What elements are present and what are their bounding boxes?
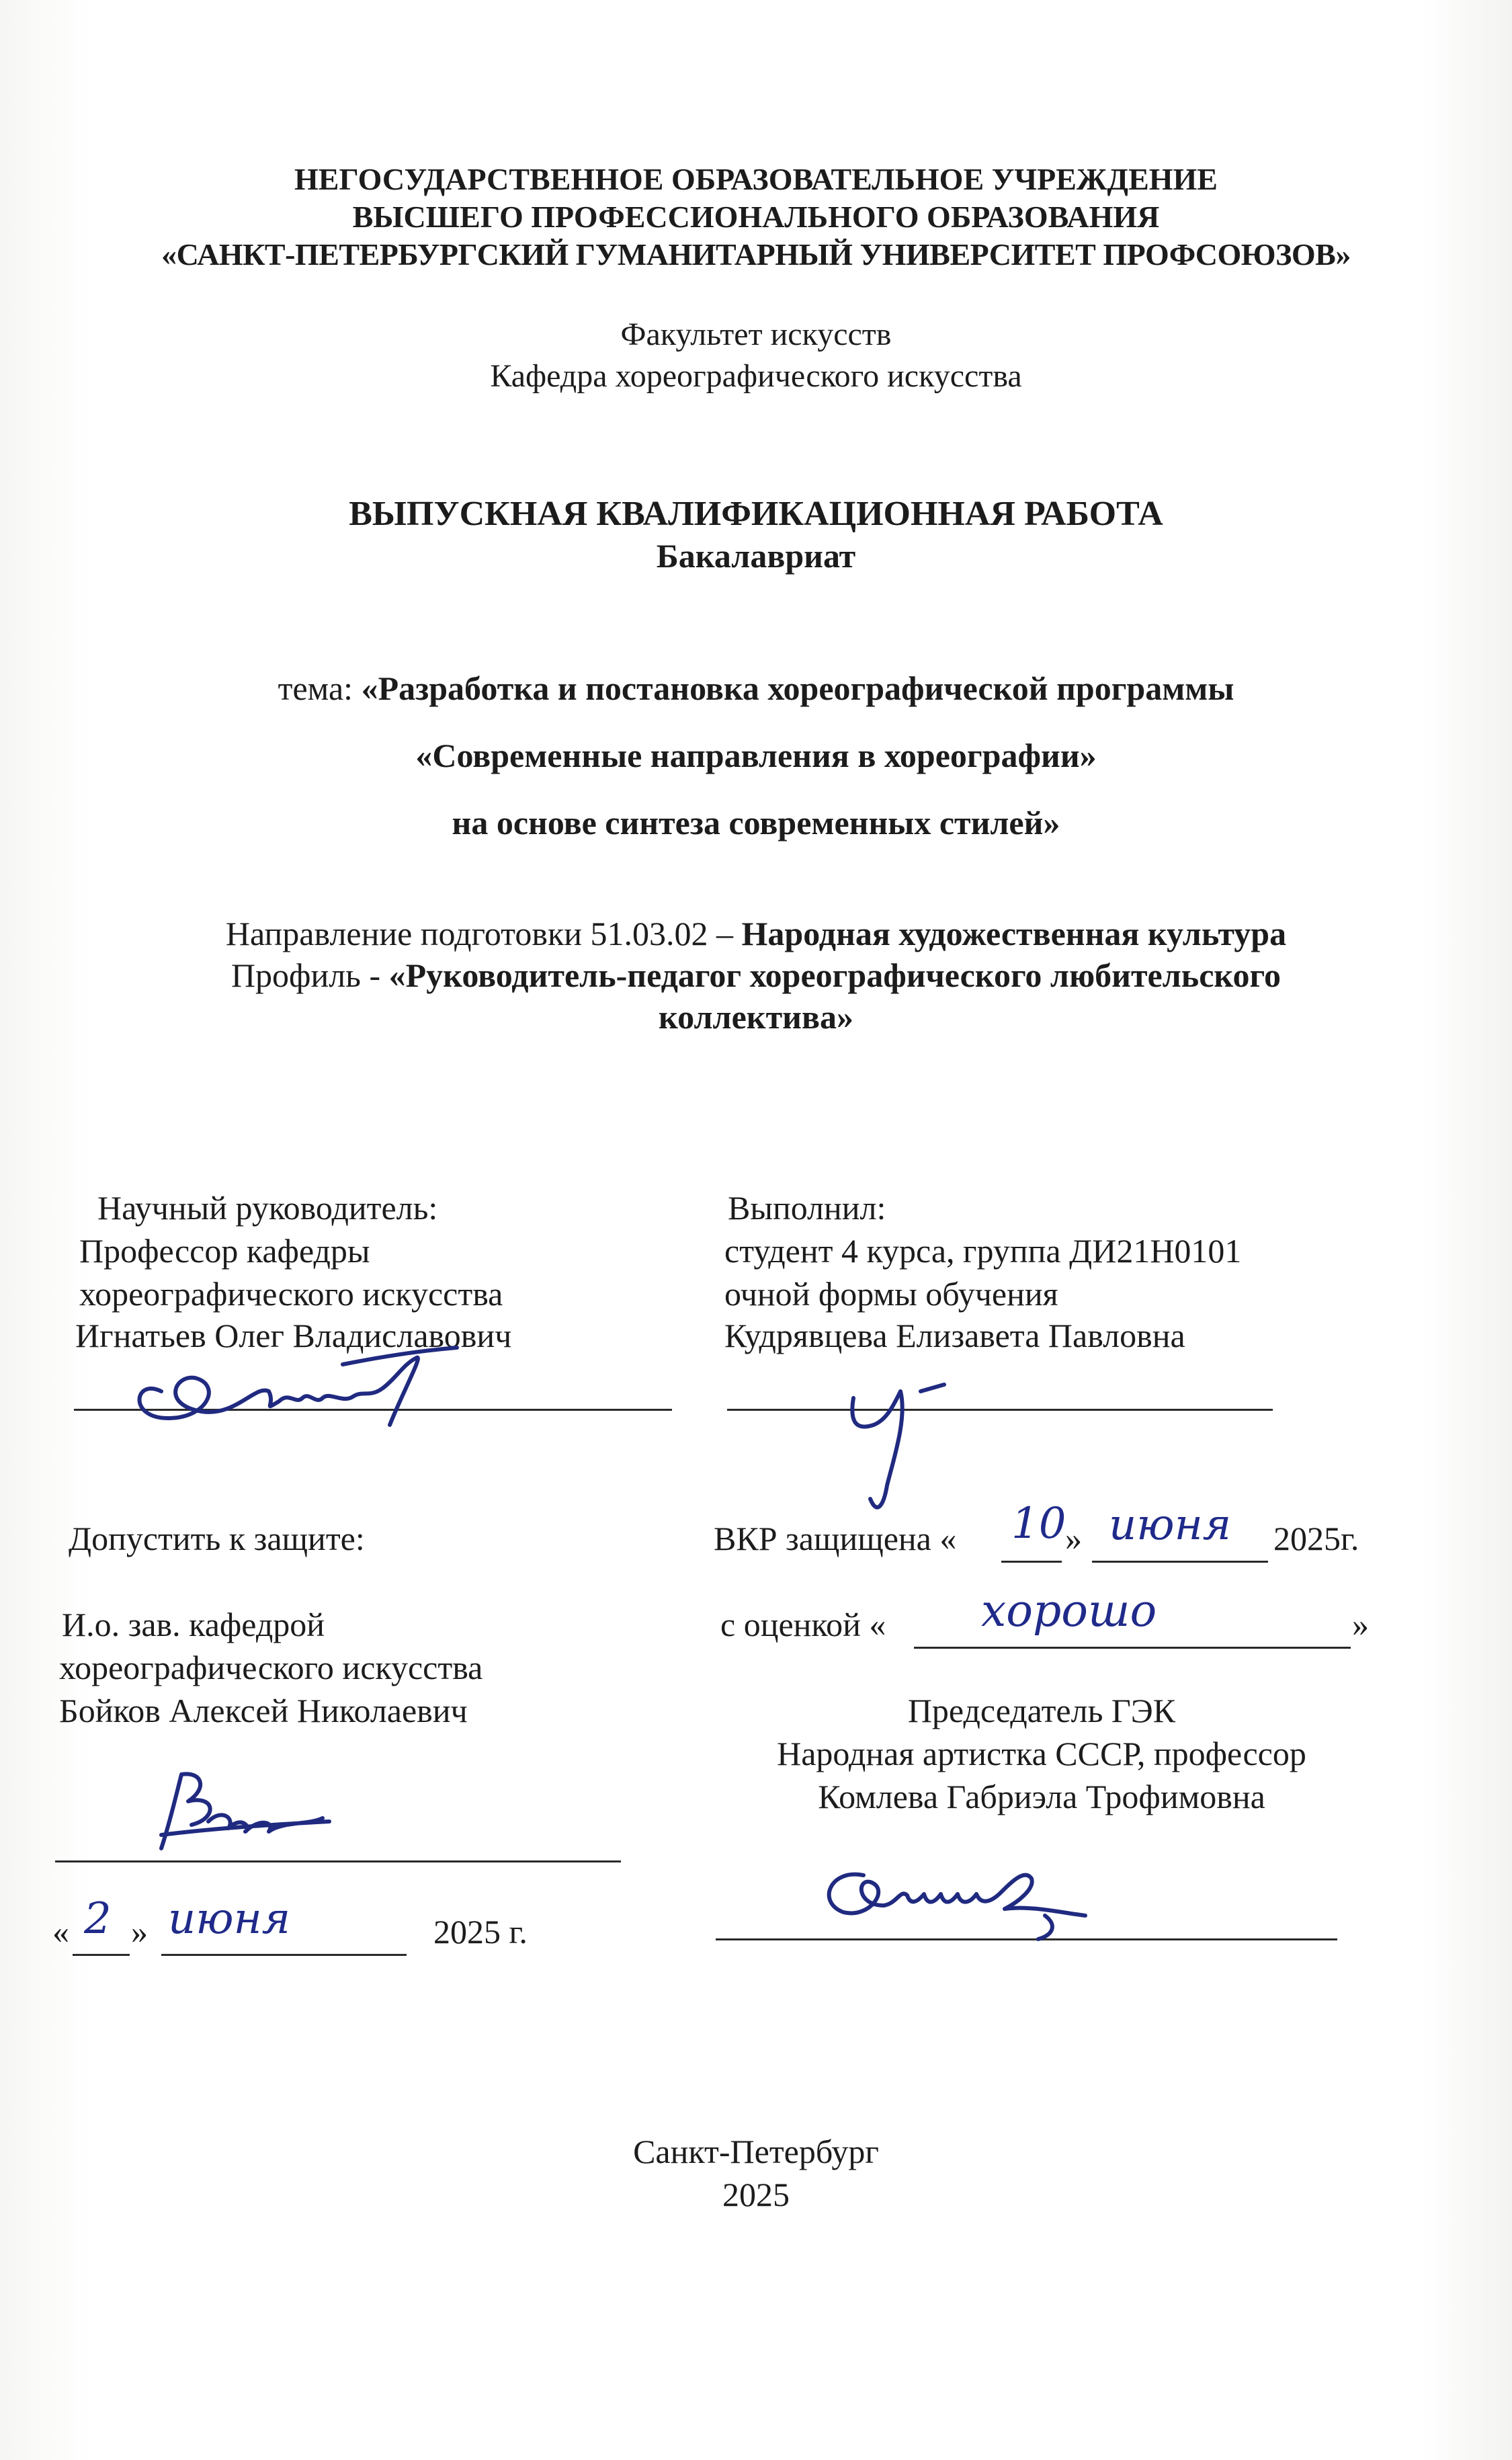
- author-name: Кудрявцева Елизавета Павловна: [724, 1317, 1185, 1354]
- supervisor-name: Игнатьев Олег Владиславович: [75, 1317, 512, 1354]
- grade-value: хорошо: [981, 1585, 1157, 1637]
- degree-level: Бакалавриат: [656, 537, 856, 575]
- chairman-title: Народная артистка СССР, профессор: [777, 1735, 1306, 1772]
- topic-text-1: «Разработка и постановка хореографической программы: [361, 669, 1234, 707]
- topic-line-2: «Современные направления в хореографии»: [415, 737, 1097, 774]
- defense-year: 2025г.: [1273, 1520, 1359, 1557]
- author-signature: [827, 1371, 988, 1532]
- defense-month-line: [1092, 1561, 1268, 1563]
- chairman-signature: [790, 1842, 1112, 1949]
- supervisor-signature: [121, 1338, 470, 1452]
- admit-month: июня: [168, 1894, 291, 1944]
- chairman-name: Комлева Габриэла Трофимовна: [818, 1778, 1265, 1815]
- defense-date-close: »: [1065, 1520, 1082, 1557]
- supervisor-position-1: Профессор кафедры: [79, 1232, 370, 1270]
- admit-month-line: [161, 1954, 407, 1956]
- head-department: хореографического искусства: [59, 1649, 483, 1686]
- direction-line: Направление подготовки 51.03.02 – Народная художественная культура: [225, 915, 1287, 952]
- head-title: И.о. зав. кафедрой: [62, 1606, 325, 1643]
- admit-year: 2025 г.: [433, 1913, 528, 1951]
- author-signature-line: [727, 1409, 1273, 1411]
- topic-line-1: [0, 669, 1512, 708]
- admit-label: Допустить к защите:: [69, 1520, 365, 1557]
- head-name: Бойков Алексей Николаевич: [59, 1692, 468, 1729]
- defense-month: июня: [1109, 1500, 1232, 1550]
- supervisor-position-2: хореографического искусства: [79, 1275, 503, 1313]
- institution-line-3: «САНКТ-ПЕТЕРБУРГСКИЙ ГУМАНИТАРНЫЙ УНИВЕРСИТЕТ ПРОФСОЮЗОВ»: [161, 237, 1351, 272]
- head-signature: [134, 1754, 336, 1862]
- grade-line: [914, 1647, 1351, 1649]
- grade-close: »: [1352, 1606, 1369, 1643]
- supervisor-label: Научный руководитель:: [97, 1189, 438, 1227]
- work-type: ВЫПУСКНАЯ КВАЛИФИКАЦИОННАЯ РАБОТА: [349, 495, 1163, 533]
- city: Санкт-Петербург: [633, 2133, 879, 2170]
- author-course: студент 4 курса, группа ДИ21Н0101: [724, 1232, 1242, 1270]
- admit-day-line: [73, 1954, 130, 1956]
- author-study-form: очной формы обучения: [724, 1275, 1058, 1313]
- institution-line-2: ВЫСШЕГО ПРОФЕССИОНАЛЬНОГО ОБРАЗОВАНИЯ: [352, 200, 1160, 234]
- faculty: Факультет искусств: [620, 317, 892, 352]
- profile-line-2: коллектива»: [659, 998, 853, 1036]
- author-label: Выполнил:: [728, 1189, 886, 1227]
- defense-day-line: [1001, 1561, 1062, 1563]
- year: 2025: [722, 2176, 790, 2213]
- topic-label: тема:: [278, 669, 362, 707]
- defense-day: 10: [1011, 1499, 1066, 1549]
- topic-line-3: на основе синтеза современных стилей»: [452, 804, 1060, 842]
- admit-date-open: «: [52, 1913, 69, 1951]
- institution-line-1: НЕГОСУДАРСТВЕННОЕ ОБРАЗОВАТЕЛЬНОЕ УЧРЕЖДЕНИЕ: [294, 162, 1218, 196]
- profile-line: Профиль - «Руководитель-педагог хореографического любительского: [230, 956, 1282, 994]
- grade-label: с оценкой «: [720, 1606, 886, 1643]
- defended-label: ВКР защищена «: [714, 1520, 957, 1557]
- admit-day: 2: [84, 1894, 112, 1944]
- department: Кафедра хореографического искусства: [490, 358, 1022, 394]
- chairman-label: Председатель ГЭК: [907, 1692, 1176, 1729]
- admit-date-close: »: [131, 1913, 148, 1951]
